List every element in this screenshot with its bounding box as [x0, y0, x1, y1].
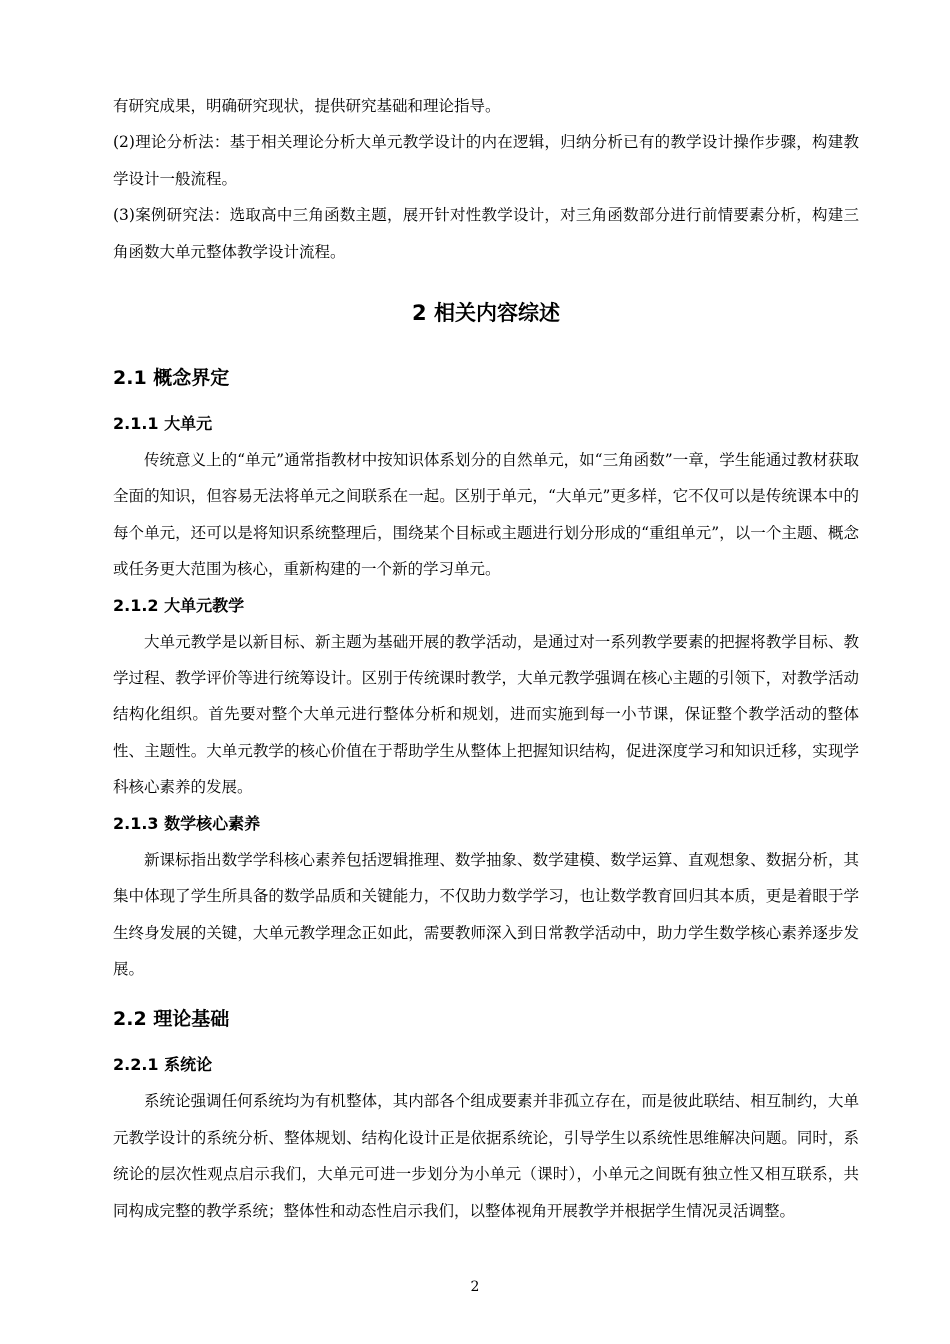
subsection-title-big-unit: 2.1.1 大单元 — [113, 414, 213, 434]
paragraph-method-theory-analysis: (2)理论分析法：基于相关理论分析大单元教学设计的内在逻辑，归纳分析已有的教学设计操作步骤，构建教学设计一般流程。 — [113, 133, 859, 188]
subsection-title-big-unit-teaching: 2.1.2 大单元教学 — [113, 595, 245, 615]
subsection-title-systems-theory: 2.2.1 系统论 — [113, 1055, 213, 1075]
paragraph-intro-continuation: 有研究成果，明确研究现状，提供研究基础和理论指导。 — [113, 97, 501, 115]
section-title-theoretical-basis: 2.2 理论基础 — [113, 1008, 230, 1031]
spacer — [113, 270, 859, 280]
subsection-title-math-core-literacy: 2.1.3 数学核心素养 — [113, 813, 261, 833]
paragraph-method-case-study: (3)案例研究法：选取高中三角函数主题，展开针对性教学设计，对三角函数部分进行前情要素分析，构建三角函数大单元整体教学设计流程。 — [113, 206, 859, 261]
paragraph-math-core-literacy: 新课标指出数学学科核心素养包括逻辑推理、数学抽象、数学建模、数学运算、直观想象、数据分析，其集中体现了学生所具备的数学品质和关键能力，不仅助力数学学习，也让数学教育回归其本质，更是着眼于学生终身发展的关键，大单元教学理念正如此，需要教师深入到日常教学活动中，助力学生数学核心素养逐步发展。 — [113, 850, 859, 978]
paragraph-systems-theory: 系统论强调任何系统均为有机整体，其内部各个组成要素并非孤立存在，而是彼此联结、相互制约，大单元教学设计的系统分析、整体规划、结构化设计正是依据系统论，引导学生以系统性思维解决问题。同时，系统论的层次性观点启示我们，大单元可进一步划分为小单元（课时），小单元之间既有独立性又相互联系，共同构成完整的教学系统；整体性和动态性启示我们，以整体视角开展教学并根据学生情况灵活调整。 — [113, 1092, 859, 1220]
paragraph-big-unit-teaching: 大单元教学是以新目标、新主题为基础开展的教学活动，是通过对一系列教学要素的把握将教学目标、教学过程、教学评价等进行统筹设计。区别于传统课时教学，大单元教学强调在核心主题的引领下，对教学活动结构化组织。首先要对整个大单元进行整体分析和规划，进而实施到每一小节课，保证整个教学活动的整体性、主题性。大单元教学的核心价值在于帮助学生从整体上把握知识结构，促进深度学习和知识迁移，实现学科核心素养的发展。 — [113, 632, 859, 797]
paragraph-big-unit: 传统意义上的“单元”通常指教材中按知识体系划分的自然单元，如“三角函数”一章，学生能通过教材获取全面的知识，但容易无法将单元之间联系在一起。区别于单元，“大单元”更多样，它不仅可以是传统课本中的每个单元，还可以是将知识系统整理后，围绕某个目标或主题进行划分形成的“重组单元”，以一个主题、概念或任务更大范围为核心，重新构建的一个新的学习单元。 — [113, 451, 859, 579]
page-number: 2 — [470, 1279, 480, 1295]
section-title-concepts: 2.1 概念界定 — [113, 367, 230, 390]
page-content — [113, 88, 859, 1229]
chapter-title: 2 相关内容综述 — [412, 301, 560, 326]
